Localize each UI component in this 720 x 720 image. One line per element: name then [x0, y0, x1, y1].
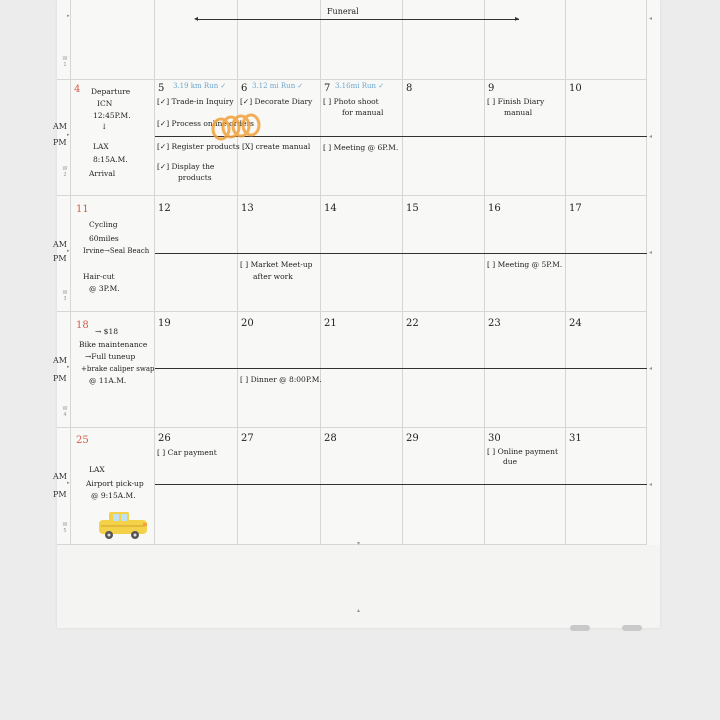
sunday-note: 60miles [89, 234, 119, 243]
day-cell[interactable] [403, 312, 485, 428]
day-number: 7 [324, 83, 331, 94]
day-cell[interactable] [403, 80, 485, 196]
week-label: W 4 [62, 406, 68, 418]
row-marker-icon: ▸ [67, 248, 70, 254]
day-cell[interactable] [155, 196, 238, 312]
funeral-event: Funeral [327, 7, 359, 16]
sunday-note: Hair-cut [83, 272, 115, 281]
right-edge-marker-icon: ◂ [649, 15, 653, 22]
day-cell[interactable] [71, 196, 155, 312]
day-number: 27 [241, 433, 254, 444]
day-number: 23 [488, 318, 501, 329]
day-number: 25 [76, 435, 89, 446]
am-pm-divider [155, 253, 647, 254]
day-number: 26 [158, 433, 171, 444]
day-cell[interactable] [321, 312, 403, 428]
taxi-sticker [95, 508, 151, 542]
arrow-right-icon: ▸ [515, 14, 520, 23]
run-log: 3.16mi Run ✓ [335, 82, 385, 90]
sunday-note: LAX [93, 142, 109, 151]
pm-label: PM [53, 254, 67, 263]
day-number: 12 [158, 203, 171, 214]
day-number: 30 [488, 433, 501, 444]
week-row-5 [53, 428, 647, 545]
week-label: W 3 [62, 290, 68, 302]
sunday-note: Arrival [89, 169, 116, 178]
pm-label: PM [53, 138, 67, 147]
todo-item: [ ] Meeting @ 5P.M. [487, 260, 563, 269]
ring [622, 625, 642, 631]
week-label-column [57, 0, 71, 80]
sunday-note: Airport pick-up [86, 479, 144, 488]
right-edge-marker-icon: ◂ [649, 249, 653, 256]
sunday-note: +brake caliper swap [81, 365, 155, 373]
am-pm-divider [155, 368, 647, 369]
week-row-4 [53, 312, 647, 428]
week-label: W 5 [62, 522, 68, 534]
pm-label: PM [53, 374, 67, 383]
day-number: 24 [569, 318, 582, 329]
day-cell[interactable] [566, 196, 647, 312]
am-label: AM [53, 356, 67, 365]
sunday-note: 8:15A.M. [93, 155, 128, 164]
todo-item: products [178, 173, 212, 182]
todo-item: [✓] Display the [157, 162, 215, 171]
todo-item: due [503, 457, 518, 466]
run-log: 3.19 km Run ✓ [173, 82, 227, 90]
sunday-note: →Full tuneup [85, 352, 136, 361]
todo-item: manual [504, 108, 533, 117]
week-label: W 1 [62, 56, 68, 68]
sunday-note: → $18 [95, 327, 118, 336]
week-label-column [57, 428, 71, 545]
day-number: 10 [569, 83, 582, 94]
right-edge-marker-icon: ◂ [649, 133, 653, 140]
row-marker-icon: ▸ [67, 13, 70, 19]
day-cell[interactable] [566, 428, 647, 545]
day-cell[interactable] [238, 312, 321, 428]
sunday-note: Irvine→Seal Beach [83, 247, 150, 255]
am-label: AM [53, 122, 67, 131]
day-number: 13 [241, 203, 254, 214]
todo-item: [ ] Online payment [487, 447, 558, 456]
day-number: 21 [324, 318, 337, 329]
row-marker-icon: ▸ [67, 480, 70, 486]
todo-item: [ ] Dinner @ 8:00P.M. [240, 375, 322, 384]
day-cell[interactable] [485, 428, 566, 545]
sunday-note: ICN [97, 99, 113, 108]
day-number: 17 [569, 203, 582, 214]
sunday-note: @ 11A.M. [89, 376, 127, 385]
spiral-sticker [209, 113, 269, 143]
planner-page [53, 0, 660, 628]
sunday-note: ↓ [101, 122, 108, 131]
day-number: 9 [488, 83, 495, 94]
funeral-arrow-line [197, 19, 519, 20]
day-cell[interactable] [321, 196, 403, 312]
row-marker-icon: ▸ [67, 364, 70, 370]
row-marker-icon: ▸ [67, 132, 70, 138]
day-cell[interactable] [238, 196, 321, 312]
day-cell[interactable] [321, 428, 403, 545]
todo-item: for manual [342, 108, 384, 117]
day-number: 4 [74, 84, 81, 95]
down-marker-icon: ▾ [357, 540, 361, 547]
sunday-note: @ 9:15A.M. [91, 491, 136, 500]
right-edge-marker-icon: ◂ [649, 481, 653, 488]
day-cell[interactable] [155, 428, 238, 545]
todo-item: [X] create manual [242, 142, 311, 151]
sunday-note: @ 3P.M. [89, 284, 120, 293]
todo-item: after work [253, 272, 293, 281]
todo-item: [ ] Meeting @ 6P.M. [323, 143, 399, 152]
week-label: W 2 [62, 166, 68, 178]
day-cell[interactable] [566, 80, 647, 196]
day-cell[interactable] [485, 196, 566, 312]
week-label-column [57, 312, 71, 428]
pm-label: PM [53, 490, 67, 499]
sunday-note: LAX [89, 465, 105, 474]
day-number: 18 [76, 320, 89, 331]
day-number: 5 [158, 83, 165, 94]
todo-item: [✓] Process online orders [157, 119, 254, 128]
day-cell[interactable] [403, 196, 485, 312]
day-cell[interactable] [71, 428, 155, 545]
day-number: 6 [241, 83, 248, 94]
am-pm-divider [155, 484, 647, 485]
todo-item: [ ] Car payment [157, 448, 217, 457]
am-label: AM [53, 472, 67, 481]
day-cell[interactable] [403, 428, 485, 545]
am-label: AM [53, 240, 67, 249]
todo-item: [ ] Market Meet-up [240, 260, 313, 269]
day-cell[interactable] [71, 80, 155, 196]
sunday-note: Departure [91, 87, 131, 96]
day-cell[interactable] [238, 428, 321, 545]
week-row-1 [57, 0, 647, 80]
day-cell[interactable] [71, 312, 155, 428]
day-number: 11 [76, 204, 89, 215]
day-number: 20 [241, 318, 254, 329]
day-cell[interactable] [485, 312, 566, 428]
day-number: 14 [324, 203, 337, 214]
day-number: 29 [406, 433, 419, 444]
week-row-2 [53, 80, 647, 196]
day-number: 22 [406, 318, 419, 329]
arrow-left-icon: ◂ [194, 14, 199, 23]
day-cell[interactable] [155, 312, 238, 428]
up-marker-icon: ▴ [357, 607, 361, 614]
day-number: 28 [324, 433, 337, 444]
day-number: 15 [406, 203, 419, 214]
todo-item: [✓] Trade-in Inquiry [157, 97, 234, 106]
ring [570, 625, 590, 631]
day-number: 19 [158, 318, 171, 329]
todo-item: [✓] Register products [157, 142, 240, 151]
run-log: 3.12 mi Run ✓ [252, 82, 304, 90]
sunday-note: Cycling [89, 220, 118, 229]
day-number: 31 [569, 433, 582, 444]
day-number: 16 [488, 203, 501, 214]
sunday-note: 12:45P.M. [93, 111, 131, 120]
right-edge-marker-icon: ◂ [649, 365, 653, 372]
sunday-note: Bike maintenance [79, 340, 148, 349]
day-cell[interactable] [566, 312, 647, 428]
week-row-3 [53, 196, 647, 312]
day-number: 8 [406, 83, 413, 94]
page-footer-area [57, 545, 660, 628]
todo-item: [✓] Decorate Diary [240, 97, 313, 106]
todo-item: [ ] Finish Diary [487, 97, 545, 106]
todo-item: [ ] Photo shoot [323, 97, 379, 106]
